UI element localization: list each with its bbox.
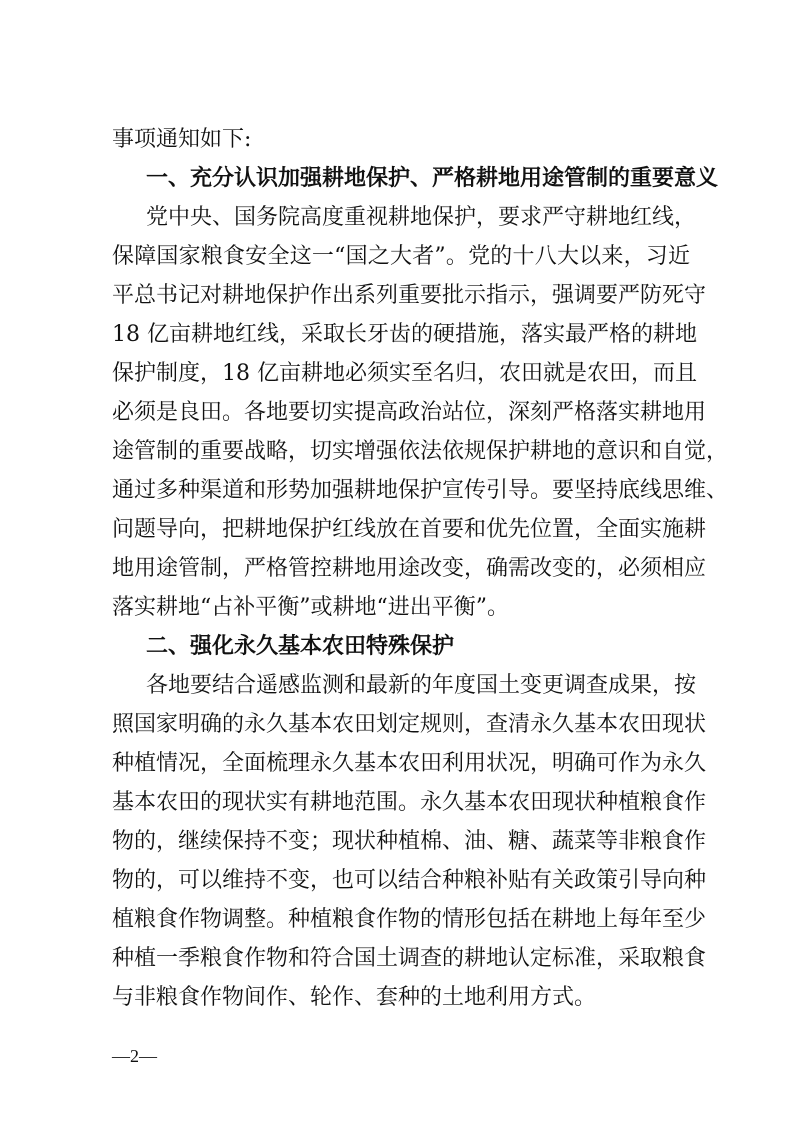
paragraph-line: 植粮食作物调整。种植粮食作物的情形包括在耕地上每年至少 (112, 907, 707, 932)
paragraph-line: 途管制的重要战略，切实增强依法依规保护耕地的意识和自觉， (112, 439, 729, 464)
paragraph-line: 18 亿亩耕地红线，采取长牙齿的硬措施，落实最严格的耕地 (112, 322, 697, 347)
document-page (112, 120, 729, 1017)
paragraph-line: 物的，继续保持不变；现状种植棉、油、糖、蔬菜等非粮食作 (112, 829, 707, 854)
page-number: —2— (112, 1046, 157, 1066)
intro-line: 事项通知如下: (112, 127, 252, 152)
section-1-heading: 一、充分认识加强耕地保护、严格耕地用途管制的重要意义 (146, 166, 719, 191)
section-2-heading: 二、强化永久基本农田特殊保护 (146, 634, 455, 659)
paragraph-line: 落实耕地“占补平衡”或耕地“进出平衡”。 (112, 595, 509, 620)
paragraph-line: 保护制度，18 亿亩耕地必须实至名归，农田就是农田，而且 (112, 361, 697, 386)
paragraph-line: 种植一季粮食作物和符合国土调查的耕地认定标准，采取粮食 (112, 946, 707, 971)
paragraph-line: 必须是良田。各地要切实提高政治站位，深刻严格落实耕地用 (112, 400, 707, 425)
paragraph-line: 种植情况，全面梳理永久基本农田利用状况，明确可作为永久 (112, 751, 707, 776)
paragraph-line: 地用途管制，严格管控耕地用途改变，确需改变的，必须相应 (112, 556, 707, 581)
paragraph-line: 保障国家粮食安全这一“国之大者”。党的十八大以来，习近 (112, 244, 690, 269)
paragraph-line: 与非粮食作物间作、轮作、套种的土地利用方式。 (112, 985, 597, 1010)
paragraph-line: 党中央、国务院高度重视耕地保护，要求严守耕地红线， (146, 205, 697, 230)
paragraph-line: 各地要结合遥感监测和最新的年度国土变更调查成果，按 (146, 673, 697, 698)
paragraph-line: 物的，可以维持不变，也可以结合种粮补贴有关政策引导向种 (112, 868, 707, 893)
paragraph-line: 通过多种渠道和形势加强耕地保护宣传引导。要坚持底线思维、 (112, 478, 729, 503)
paragraph-line: 问题导向，把耕地保护红线放在首要和优先位置，全面实施耕 (112, 517, 707, 542)
paragraph-line: 平总书记对耕地保护作出系列重要批示指示，强调要严防死守 (112, 283, 707, 308)
paragraph-line: 照国家明确的永久基本农田划定规则，查清永久基本农田现状 (112, 712, 707, 737)
paragraph-line: 基本农田的现状实有耕地范围。永久基本农田现状种植粮食作 (112, 790, 707, 815)
